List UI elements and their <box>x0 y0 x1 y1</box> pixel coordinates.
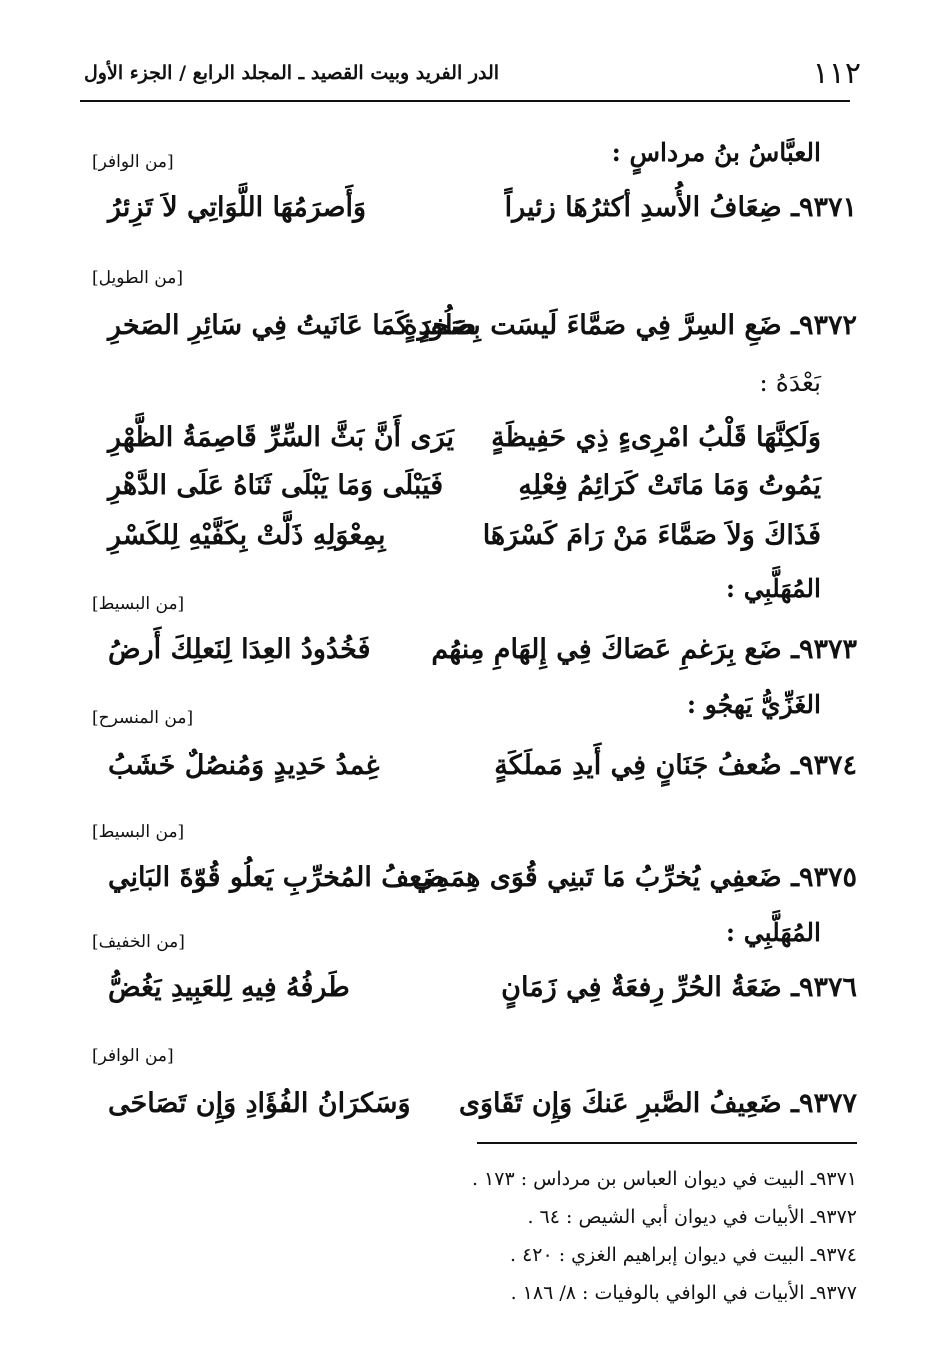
verse-first-hemistich: ٩٣٧٧ـ ضَعِيفُ الصَّبرِ عَنكَ وَإِن تَقَاوَى <box>458 1088 857 1119</box>
meter-label: [من البسيط] <box>92 822 185 842</box>
verse-first-hemistich: ٩٣٧٤ـ ضُعفُ جَنَانٍ فِي أَيدِ مَملَكَةٍ <box>494 750 857 781</box>
verse-first-hemistich: ٩٣٧٦ـ ضَعَةُ الحُرِّ رِفعَةٌ فِي زَمَانٍ <box>501 972 857 1003</box>
verse-second-hemistich: بِمِعْوَلِهِ ذَلَّتْ بِكَفَّيْهِ لِلكَسْرِ <box>108 520 386 551</box>
after-label: بَعْدَهُ : <box>759 368 821 397</box>
verse-first-hemistich: ٩٣٧٥ـ ضَعفِي يُخرِّبُ مَا تَبنِي قُوَى هِمَمِي <box>412 862 857 893</box>
footnote: ٩٣٧٢ـ الأبيات في ديوان أبي الشيص : ٦٤ . <box>527 1206 857 1228</box>
meter-label: [من الطويل] <box>92 268 183 288</box>
meter-label: [من الخفيف] <box>92 932 185 952</box>
verse-second-hemistich: طَرفُهُ فِيهِ لِلعَبِيدِ يَغُضُّ <box>108 972 350 1003</box>
verse-second-hemistich: يَرَى أَنَّ بَثَّ السِّرِّ قَاصِمَةُ الظَّهْرِ <box>108 422 454 453</box>
meter-label: [من البسيط] <box>92 594 185 614</box>
poet-name: المُهَلَّبِي : <box>725 918 821 947</box>
page-number: ١١٢ <box>812 56 861 91</box>
verse-second-hemistich: ضَعفُ المُخرِّبِ يَعلُو قُوّةَ البَانِي <box>108 862 446 893</box>
running-title: الدر الفريد وبيت القصيد ـ المجلد الرابع / الجزء الأول <box>84 62 500 84</box>
footnote-rule <box>477 1142 857 1144</box>
verse-first-hemistich: ٩٣٧٢ـ ضَعِ السِرَّ فِي صَمَّاءَ لَيسَت بِصَخرَةٍ <box>403 310 857 341</box>
verse-second-hemistich: وَأَصرَمُهَا اللَّوَاتِي لاَ تَزِئرُ <box>108 192 367 223</box>
verse-first-hemistich: ٩٣٧٣ـ ضَع بِرَغمِ عَصَاكَ فِي إِلهَامِ مِنهُم <box>431 634 857 665</box>
verse-second-hemistich: غِمدُ حَدِيدٍ وَمُنصُلٌ خَشَبُ <box>108 750 380 781</box>
footnote: ٩٣٧١ـ البيت في ديوان العباس بن مرداس : ١٧٣ . <box>471 1168 857 1190</box>
footnote: ٩٣٧٤ـ البيت في ديوان إبراهيم الغزي : ٤٢٠ . <box>509 1244 857 1266</box>
poet-name: العبَّاسُ بنُ مرداسٍ : <box>611 138 821 167</box>
verse-second-hemistich: وَسَكرَانُ الفُؤَادِ وَإِن تَصَاحَى <box>108 1088 411 1119</box>
footnote: ٩٣٧٧ـ الأبيات في الوافي بالوفيات : ٨/ ١٨٦ . <box>510 1282 857 1304</box>
meter-label: [من الوافر] <box>92 1046 174 1066</box>
verse-first-hemistich: وَلَكِنَّهَا قَلْبُ امْرِىءٍ ذِي حَفِيظَةٍ <box>491 422 821 453</box>
poet-name: الغَزِّيُّ يَهجُو : <box>686 690 821 719</box>
verse-first-hemistich: ٩٣٧١ـ ضِعَافُ الأُسدِ أكثرُهَا زئيراً <box>504 192 857 223</box>
verse-first-hemistich: يَمُوتُ وَمَا مَاتَتْ كَرَائِمُ فِعْلِهِ <box>518 470 821 501</box>
verse-second-hemistich: فَيَبْلَى وَمَا يَبْلَى ثَنَاهُ عَلَى الدَّهْرِ <box>108 470 444 501</box>
meter-label: [من المنسرح] <box>92 708 194 728</box>
verse-second-hemistich: فَخُدُودُ العِدَا لِنَعلِكَ أَرضُ <box>108 634 371 665</box>
verse-second-hemistich: صَلُودٍ كَمَا عَانَيتُ فِي سَائِرِ الصَخرِ <box>108 310 477 341</box>
verse-first-hemistich: فَذَاكَ وَلاَ صَمَّاءَ مَنْ رَامَ كَسْرَهَا <box>482 520 821 551</box>
meter-label: [من الوافر] <box>92 152 174 172</box>
poet-name: المُهَلَّبِي : <box>725 574 821 603</box>
header-rule <box>80 100 850 102</box>
